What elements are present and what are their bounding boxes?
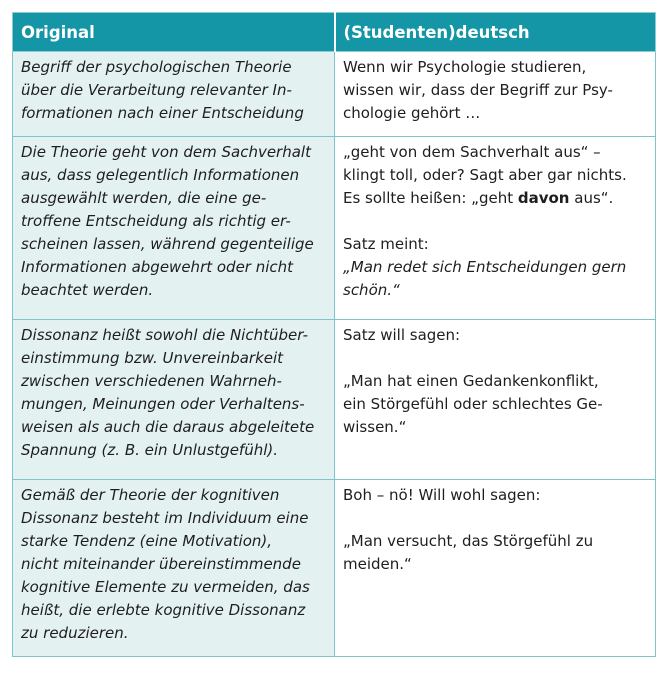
- header-original: Original: [13, 13, 335, 52]
- header-student-german: (Studenten)deutsch: [335, 13, 656, 52]
- table-row: [13, 137, 656, 320]
- student-cell: Wenn wir Psychologie studieren, wissen wir, dass der Begriff zur Psy- chologie gehört …: [335, 52, 656, 137]
- student-cell: [335, 137, 656, 320]
- original-cell: Die Theorie geht von dem Sachverhalt aus, dass gelegentlich Informationen ausgewählt werden, die eine ge- troffene Entscheidung als richtig er- scheinen lassen, während gegenteilige Informationen abgewehrt oder nicht beachtet werden.: [13, 137, 335, 320]
- student-quote: „Man redet sich Entscheidungen gern schön.“: [343, 258, 627, 299]
- header-row: [13, 13, 656, 52]
- table-row: [13, 320, 656, 480]
- student-text: „geht von dem Sachverhalt aus“ – klingt toll, oder? Sagt aber gar nichts. Es sollte heißen: „geht: [343, 143, 627, 207]
- student-text: Satz will sagen:: [343, 326, 461, 344]
- student-text: Satz meint:: [343, 235, 429, 253]
- student-quote: „Man hat einen Gedankenkonflikt, ein Störgefühl oder schlechtes Ge- wissen.“: [343, 372, 603, 436]
- comparison-table: [12, 12, 656, 657]
- student-text: aus“.: [569, 189, 614, 207]
- student-emphasis: davon: [517, 189, 570, 207]
- student-text: Boh – nö! Will wohl sagen:: [343, 486, 541, 504]
- student-cell: [335, 480, 656, 657]
- comparison-table-container: [12, 12, 655, 657]
- original-cell: Gemäß der Theorie der kognitiven Dissonanz besteht im Individuum eine starke Tendenz (eine Motivation), nicht miteinander übereinstimmende kognitive Elemente zu vermeiden, das heißt, die erlebte kognitive Dissonanz zu reduzieren.: [13, 480, 335, 657]
- table-row: [13, 52, 656, 137]
- student-cell: [335, 320, 656, 480]
- original-cell: Dissonanz heißt sowohl die Nichtüber- einstimmung bzw. Unvereinbarkeit zwischen verschiedenen Wahrneh- mungen, Meinungen oder Verhaltens- weisen als auch die daraus abgeleitete Spannung (z. B. ein Unlustgefühl).: [13, 320, 335, 480]
- table-row: [13, 480, 656, 657]
- student-quote: „Man versucht, das Störgefühl zu meiden.“: [343, 532, 594, 573]
- original-cell: Begriff der psychologischen Theorie über die Verarbeitung relevanter In- formationen nach einer Entscheidung: [13, 52, 335, 137]
